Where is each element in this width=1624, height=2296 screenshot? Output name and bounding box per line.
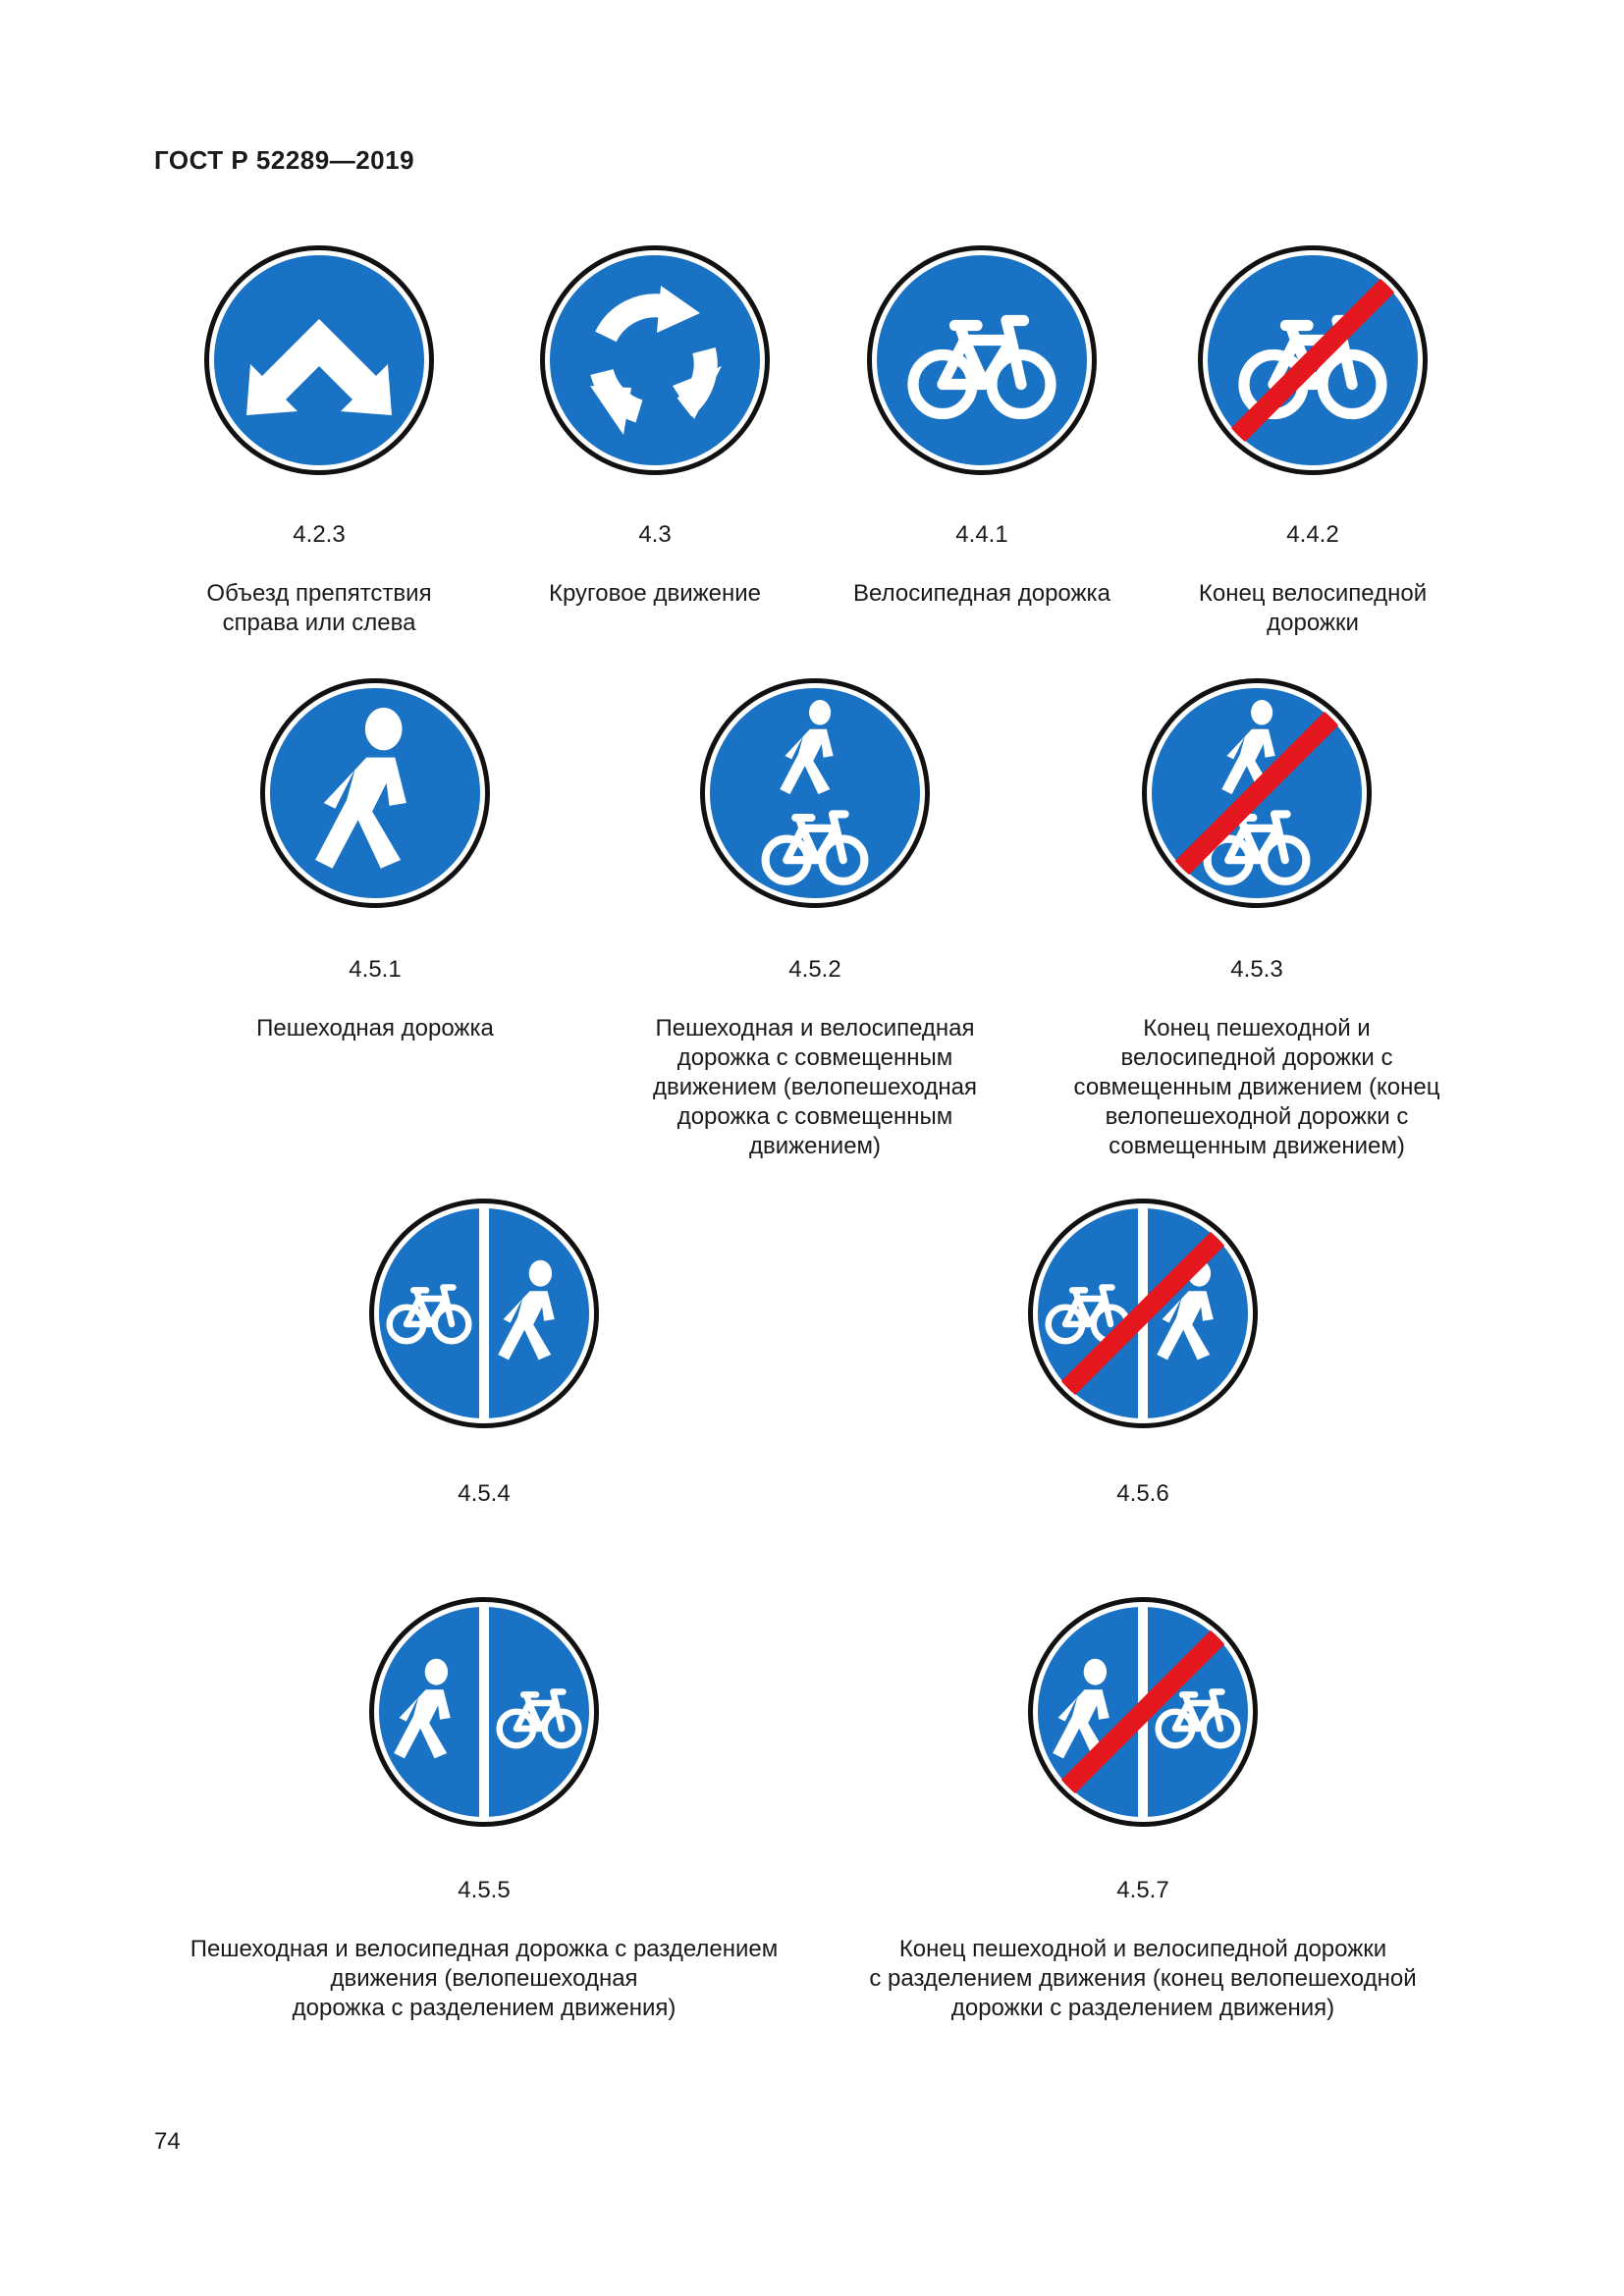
- double-diagonal-arrows-icon: [201, 242, 437, 478]
- caption-4-4-1: [825, 491, 1139, 638]
- document-code: ГОСТ Р 52289—2019: [154, 145, 415, 175]
- pedestrian-bicycle-split-icon: [366, 1594, 602, 1830]
- sign-4-5-4: [366, 1196, 602, 1431]
- bicycle-pedestrian-split-icon: [366, 1196, 602, 1431]
- pedestrian-bicycle-split-crossed-icon: [1025, 1594, 1261, 1830]
- caption-4-5-1: [218, 926, 532, 1073]
- sign-label: Круговое движение: [548, 580, 762, 607]
- caption-4-4-2: [1175, 491, 1450, 667]
- caption-4-5-2: [619, 926, 1011, 1191]
- sign-code: 4.5.3: [1230, 956, 1283, 983]
- sign-label: Конец пешеходной и велосипедной дорожки с разделением движения (конец велопешеходной дорожки с разделением движения): [869, 1936, 1417, 2021]
- sign-label: Объезд препятствия справа или слева: [206, 580, 432, 636]
- sign-code: 4.4.2: [1286, 521, 1339, 548]
- sign-4-5-6: [1025, 1196, 1261, 1431]
- roundabout-arrows-icon: [537, 242, 773, 478]
- sign-code: 4.4.1: [955, 521, 1008, 548]
- bicycle-pedestrian-split-crossed-icon: [1025, 1196, 1261, 1431]
- caption-4-5-5: [157, 1846, 811, 2053]
- caption-4-5-7: [839, 1846, 1447, 2053]
- sign-4-5-5: [366, 1594, 602, 1830]
- sign-4-4-1: [864, 242, 1100, 478]
- pedestrian-bicycle-icon: [697, 675, 933, 911]
- sign-label: Пешеходная дорожка: [256, 1015, 494, 1041]
- caption-4-5-6: [1025, 1450, 1261, 1568]
- caption-4-5-3: [1051, 926, 1463, 1191]
- sign-label: Конец велосипедной дорожки: [1198, 580, 1428, 636]
- sign-4-5-1: [257, 675, 493, 911]
- sign-code: 4.5.5: [458, 1877, 511, 1903]
- sign-label: Пешеходная и велосипедная дорожка с разделением движения (велопешеходная дорожка с разделением движения): [189, 1936, 779, 2021]
- sign-label: Конец пешеходной и велосипедной дорожки с совмещенным движением (конец велопешеходной дорожки с совмещенным движением): [1073, 1015, 1440, 1159]
- pedestrian-icon: [257, 675, 493, 911]
- bicycle-crossed-icon: [1195, 242, 1431, 478]
- sign-4-2-3: [201, 242, 437, 478]
- sign-4-5-2: [697, 675, 933, 911]
- sign-code: 4.5.4: [458, 1480, 511, 1507]
- caption-4-5-4: [366, 1450, 602, 1568]
- sign-code: 4.2.3: [293, 521, 346, 548]
- caption-4-2-3: [182, 491, 457, 667]
- sign-label: Велосипедная дорожка: [853, 580, 1110, 607]
- pedestrian-bicycle-crossed-icon: [1139, 675, 1375, 911]
- sign-4-3: [537, 242, 773, 478]
- sign-4-4-2: [1195, 242, 1431, 478]
- sign-4-5-7: [1025, 1594, 1261, 1830]
- sign-code: 4.5.7: [1116, 1877, 1169, 1903]
- sign-label: Пешеходная и велосипедная дорожка с совмещенным движением (велопешеходная дорожка с совмещенным движением): [653, 1015, 977, 1159]
- sign-code: 4.3: [638, 521, 672, 548]
- caption-4-3: [517, 491, 792, 638]
- sign-code: 4.5.6: [1116, 1480, 1169, 1507]
- page-number: 74: [154, 2128, 181, 2155]
- bicycle-icon: [864, 242, 1100, 478]
- sign-code: 4.5.2: [788, 956, 841, 983]
- sign-4-5-3: [1139, 675, 1375, 911]
- sign-code: 4.5.1: [349, 956, 402, 983]
